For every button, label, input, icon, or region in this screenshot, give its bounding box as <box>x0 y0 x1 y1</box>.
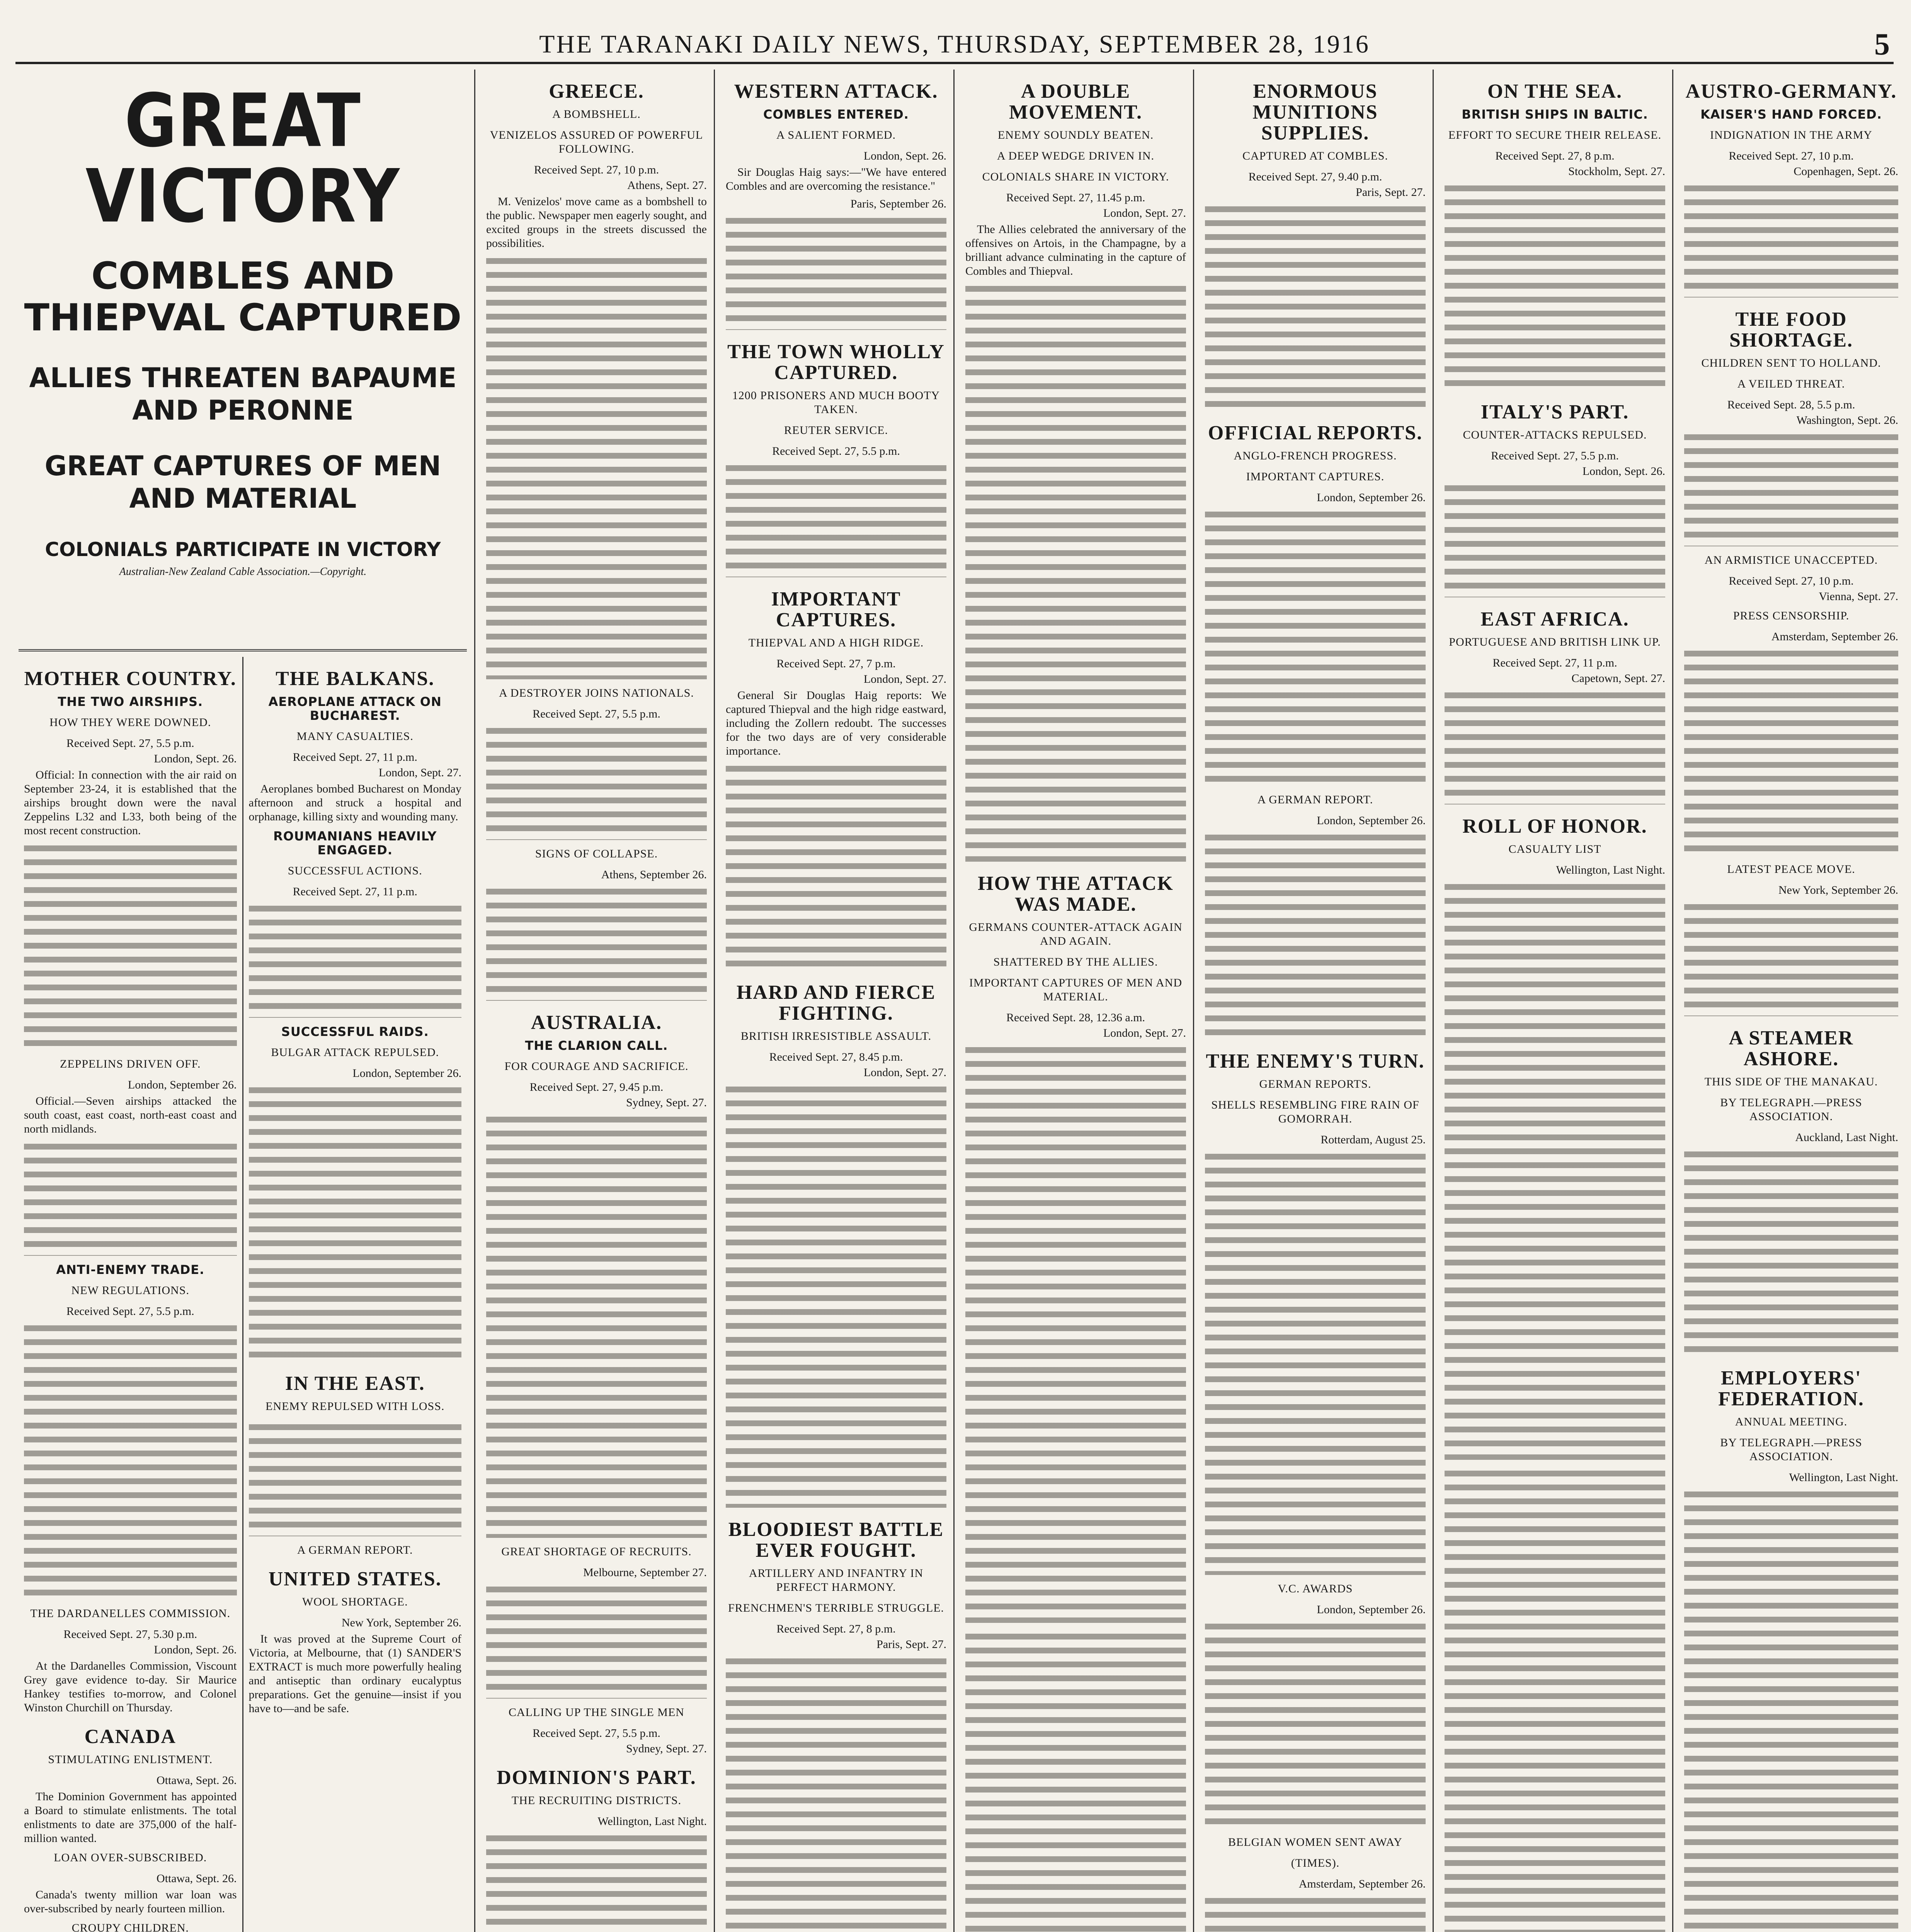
manakau-deck: THIS SIDE OF THE MANAKAU. <box>1704 1075 1878 1088</box>
placeline: London, September 26. <box>352 1067 461 1080</box>
placeline: Paris, Sept. 27. <box>876 1638 946 1651</box>
placeline: Auckland, Last Night. <box>1795 1131 1898 1144</box>
counter-attack-deck: GERMANS COUNTER-ATTACK AGAIN AND AGAIN. <box>969 921 1183 947</box>
german-report-deck: A GERMAN REPORT. <box>297 1544 413 1556</box>
article-text-block <box>1205 1620 1426 1828</box>
article-text-block <box>486 1832 707 1932</box>
article-text: Sir Douglas Haig says:—"We have entered Combles and are overcoming the resistance." <box>726 166 946 192</box>
annual-meeting-deck: ANNUAL MEETING. <box>1735 1415 1848 1428</box>
article-text: Official.—Seven airships attacked the south coast, east coast, north-east coast and north midlands. <box>24 1095 237 1135</box>
australia-head: AUSTRALIA. <box>531 1012 662 1034</box>
article-text-block <box>1205 508 1426 786</box>
placeline: London, Sept. 27. <box>378 766 461 779</box>
placeline: London, September 26. <box>1317 491 1426 504</box>
placeline: London, Sept. 26. <box>154 752 237 765</box>
irresistible-deck: BRITISH IRRESISTIBLE ASSAULT. <box>740 1030 932 1043</box>
article-text-block <box>1684 430 1898 546</box>
advertisement-text: It was proved at the Supreme Court of Victoria, at Melbourne, that (1) SANDER'S EXTRACT is much more powerfully healing and antiseptic than ordinary eucalyptus preparations. Get the genuine—insist if you have to—and be safe. <box>248 1633 461 1715</box>
greece-column <box>479 70 715 1932</box>
dateline: Received Sept. 27, 5.30 p.m. <box>63 1628 197 1641</box>
placeline: Copenhagen, Sept. 26. <box>1794 165 1898 178</box>
prisoners-deck: 1200 PRISONERS AND MUCH BOOTY TAKEN. <box>732 389 940 416</box>
placeline: Ottawa, Sept. 26. <box>157 1872 237 1885</box>
placeline: London, September 26. <box>128 1078 237 1091</box>
placeline: London, Sept. 26. <box>154 1643 237 1656</box>
placeline: Melbourne, September 27. <box>583 1566 707 1579</box>
article-text-block <box>1445 1467 1665 1932</box>
salient-deck: A SALIENT FORMED. <box>776 129 896 141</box>
dateline: Received Sept. 27, 5.5 p.m. <box>772 445 900 457</box>
placeline: Stockholm, Sept. 27. <box>1568 165 1665 178</box>
dateline: Received Sept. 27, 5.5 p.m. <box>66 737 194 750</box>
recruits-deck: GREAT SHORTAGE OF RECRUITS. <box>501 1545 692 1558</box>
german-reports-deck: GERMAN REPORTS. <box>1259 1078 1372 1090</box>
dateline: Received Sept. 27, 11 p.m. <box>293 751 417 764</box>
peace-move-deck: LATEST PEACE MOVE. <box>1727 863 1855 876</box>
anglo-french-deck: ANGLO-FRENCH PROGRESS. <box>1234 449 1397 462</box>
munitions-head: ENORMOUS MUNITIONS SUPPLIES. <box>1252 80 1378 144</box>
dateline: Received Sept. 27, 5.5 p.m. <box>533 1727 660 1740</box>
counter-attacks-deck: COUNTER-ATTACKS REPULSED. <box>1463 429 1647 441</box>
lead-credit: Australian-New Zealand Cable Association.—Copyright. <box>119 566 367 578</box>
article-text-block <box>1205 202 1426 411</box>
german-report-deck: A GERMAN REPORT. <box>1257 793 1373 806</box>
placeline: Amsterdam, September 26. <box>1298 1878 1426 1890</box>
dateline: Received Sept. 27, 8 p.m. <box>776 1622 896 1635</box>
courage-deck: FOR COURAGE AND SACRIFICE. <box>504 1060 689 1073</box>
article-text-block <box>726 762 946 971</box>
dateline: Received Sept. 27, 10 p.m. <box>534 163 659 176</box>
article-text-block <box>1684 1148 1898 1356</box>
casualty-list-deck: CASUALTY LIST <box>1508 843 1601 855</box>
article-text-block <box>1205 831 1426 1039</box>
article-text-block <box>726 1083 946 1508</box>
placeline: Vienna, Sept. 27. <box>1819 590 1898 603</box>
article-text: The Dominion Government has appointed a Board to stimulate enlistments. The total enlistments to date are 375,000 of the half-million wanted. <box>24 1790 237 1845</box>
veiled-threat-deck: A VEILED THREAT. <box>1737 378 1845 390</box>
article-text-block <box>1684 900 1898 1016</box>
indignation-deck: INDIGNATION IN THE ARMY <box>1710 129 1872 141</box>
balkans-head: THE BALKANS. <box>276 668 435 690</box>
article-text-block <box>726 461 946 577</box>
article-text-block <box>1684 647 1898 855</box>
lead-banner <box>19 78 467 579</box>
important-captures-head: IMPORTANT CAPTURES. <box>771 588 901 631</box>
colonials-deck: COLONIALS SHARE IN VICTORY. <box>982 170 1169 183</box>
article-text-block <box>1445 880 1665 1460</box>
article-text-block <box>965 1043 1186 1623</box>
clarion-deck: THE CLARION CALL. <box>525 1038 668 1053</box>
steamer-ashore-head: A STEAMER ASHORE. <box>1729 1027 1854 1070</box>
lead-subcolumns <box>19 657 467 1932</box>
article-text-block <box>1205 1150 1426 1575</box>
anti-enemy-deck: ANTI-ENEMY TRADE. <box>56 1262 205 1277</box>
in-the-east-head: IN THE EAST. <box>285 1372 425 1395</box>
lead-deck-captures: GREAT CAPTURES OF MEN AND MATERIAL <box>44 450 441 514</box>
article-text-block <box>486 724 707 840</box>
sea-column <box>1438 70 1673 1932</box>
placeline: Paris, Sept. 27. <box>1356 186 1426 199</box>
combles-entered-deck: COMBLES ENTERED. <box>763 107 909 122</box>
article-text-block <box>249 1083 462 1362</box>
reuter-deck: REUTER SERVICE. <box>784 424 888 437</box>
western-attack-head: WESTERN ATTACK. <box>734 80 938 102</box>
dateline: Received Sept. 27, 11 p.m. <box>293 885 417 898</box>
holland-deck: CHILDREN SENT TO HOLLAND. <box>1701 357 1881 369</box>
kaiser-deck: KAISER'S HAND FORCED. <box>1700 107 1882 122</box>
article-text: M. Venizelos' move came as a bombshell to the public. Newspaper men eagerly sought, and excited groups in the streets discussed the possibilities. <box>486 195 707 250</box>
dardanelles-deck: THE DARDANELLES COMMISSION. <box>30 1607 231 1620</box>
loan-deck: LOAN OVER-SUBSCRIBED. <box>54 1851 207 1864</box>
harmony-deck: ARTILLERY AND INFANTRY IN PERFECT HARMONY. <box>749 1567 924 1594</box>
downed-deck: HOW THEY WERE DOWNED. <box>49 716 211 729</box>
placeline: London, Sept. 27. <box>863 1066 946 1079</box>
article-text-block <box>486 1113 707 1538</box>
airships-deck: THE TWO AIRSHIPS. <box>58 694 203 709</box>
bucharest-deck: AEROPLANE ATTACK ON BUCHAREST. <box>268 694 442 723</box>
hard-fighting-head: HARD AND FIERCE FIGHTING. <box>736 981 936 1024</box>
raids-deck: SUCCESSFUL RAIDS. <box>281 1024 429 1039</box>
venizelos-deck: VENIZELOS ASSURED OF POWERFUL FOLLOWING. <box>490 129 703 155</box>
dateline: Received Sept. 28, 12.36 a.m. <box>1006 1011 1145 1024</box>
placeline: New York, September 26. <box>1778 884 1898 896</box>
dateline: Received Sept. 27, 7 p.m. <box>776 657 896 670</box>
baltic-deck: BRITISH SHIPS IN BALTIC. <box>1462 107 1648 122</box>
article-text-block <box>965 1630 1186 1932</box>
western-column <box>719 70 955 1932</box>
article-text-block <box>726 1655 946 1932</box>
placeline: Amsterdam, September 26. <box>1771 630 1898 643</box>
article-text: At the Dardanelles Commission, Viscount Grey gave evidence to-day. Sir Maurice Hankey testifies to-morrow, and Colonel Winston Churchill on Thursday. <box>24 1660 237 1714</box>
lead-deck: ALLIES THREATEN BAPAUME AND PERONNE <box>29 362 457 426</box>
mother-country-column <box>19 657 243 1932</box>
collapse-deck: SIGNS OF COLLAPSE. <box>535 847 658 860</box>
greece-head: GREECE. <box>549 80 644 102</box>
dateline: Received Sept. 27, 5.5 p.m. <box>533 707 660 720</box>
placeline: London, Sept. 27. <box>1103 1027 1186 1039</box>
roumanians-deck: ROUMANIANS HEAVILY ENGAGED. <box>273 829 437 857</box>
italys-part-head: ITALY'S PART. <box>1480 401 1629 423</box>
placeline: Sydney, Sept. 27. <box>626 1096 707 1109</box>
gomorrah-deck: SHELLS RESEMBLING FIRE RAIN OF GOMORRAH. <box>1211 1099 1419 1125</box>
dateline: Received Sept. 28, 5.5 p.m. <box>1727 398 1855 411</box>
town-captured-head: THE TOWN WHOLLY CAPTURED. <box>727 341 945 384</box>
article-text-block <box>486 254 707 679</box>
enemys-turn-head: THE ENEMY'S TURN. <box>1206 1050 1425 1072</box>
dateline: Received Sept. 27, 10 p.m. <box>1729 150 1854 162</box>
article-text: Official: In connection with the air raid on September 23-24, it is established that the airships brought down were the naval Zeppelins L32 and L33, both being of the most recent construction. <box>24 769 237 837</box>
beaten-deck: ENEMY SOUNDLY BEATEN. <box>997 129 1154 141</box>
balkans-column <box>243 657 467 1932</box>
article-text-block <box>1445 481 1665 597</box>
captures-deck: IMPORTANT CAPTURES. <box>1246 470 1385 483</box>
districts-deck: THE RECRUITING DISTRICTS. <box>511 1794 682 1807</box>
page-number: 5 <box>1874 27 1890 61</box>
dominion-head: DOMINION'S PART. <box>497 1767 696 1789</box>
east-africa-head: EAST AFRICA. <box>1480 608 1629 630</box>
mother-country-head: MOTHER COUNTRY. <box>24 668 237 690</box>
canada-head: CANADA <box>84 1726 176 1748</box>
dateline: Received Sept. 27, 9.45 p.m. <box>529 1081 664 1094</box>
masthead-title: THE TARANAKI DAILY NEWS, THURSDAY, SEPTEMBER 28, 1916 <box>539 30 1370 58</box>
article-text-block <box>486 1583 707 1699</box>
article-text: The Allies celebrated the anniversary of the offensives on Artois, in the Champagne, by a brilliant advance culminating in the capture of Combles and Thiepval. <box>965 223 1186 277</box>
dateline: Received Sept. 27, 11 p.m. <box>1492 656 1617 669</box>
section-rule <box>19 649 467 651</box>
wool-deck: WOOL SHORTAGE. <box>302 1595 408 1608</box>
bombshell-deck: A BOMBSHELL. <box>552 108 641 121</box>
placeline: London, Sept. 26. <box>863 150 946 162</box>
dateline: Received Sept. 27, 10 p.m. <box>1729 575 1854 587</box>
thiepval-deck: THIEPVAL AND A HIGH RIDGE. <box>748 636 924 649</box>
double-movement-column <box>958 70 1194 1932</box>
armistice-deck: AN ARMISTICE UNACCEPTED. <box>1704 554 1878 566</box>
article-text: Aeroplanes bombed Bucharest on Monday afternoon and struck a hospital and orphanage, killing sixty and wounding many. <box>248 782 461 823</box>
placeline: Sydney, Sept. 27. <box>626 1742 707 1755</box>
article-text-block <box>1445 182 1665 390</box>
placeline: Rotterdam, August 25. <box>1321 1133 1426 1146</box>
link-up-deck: PORTUGUESE AND BRITISH LINK UP. <box>1449 636 1661 648</box>
captures-deck: IMPORTANT CAPTURES OF MEN AND MATERIAL. <box>969 976 1182 1003</box>
article-text: Canada's twenty million war loan was over-subscribed by nearly fourteen million. <box>24 1888 237 1915</box>
times-deck: (TIMES). <box>1291 1857 1340 1869</box>
double-movement-head: A DOUBLE MOVEMENT. <box>1009 80 1142 123</box>
masthead <box>15 27 1894 64</box>
article-text-block <box>1205 1894 1426 1932</box>
dateline: Received Sept. 27, 5.5 p.m. <box>1491 449 1619 462</box>
austro-germany-head: AUSTRO-GERMANY. <box>1685 80 1897 102</box>
placeline: London, Sept. 27. <box>1103 207 1186 219</box>
placeline: Washington, Sept. 26. <box>1796 414 1898 427</box>
captured-combles-deck: CAPTURED AT COMBLES. <box>1242 150 1388 162</box>
article-text-block <box>486 885 707 1001</box>
dateline: Received Sept. 27, 9.40 p.m. <box>1248 170 1382 183</box>
press-association-deck: BY TELEGRAPH.—PRESS ASSOCIATION. <box>1720 1096 1862 1123</box>
placeline: London, September 26. <box>1317 814 1426 827</box>
placeline: New York, September 26. <box>342 1616 461 1629</box>
article-text-block <box>24 1140 237 1256</box>
placeline: Capetown, Sept. 27. <box>1571 672 1665 685</box>
lead-headline: GREAT VICTORY <box>85 78 400 239</box>
actions-deck: SUCCESSFUL ACTIONS. <box>288 864 422 877</box>
destroyer-deck: A DESTROYER JOINS NATIONALS. <box>499 687 694 699</box>
regulations-deck: NEW REGULATIONS. <box>71 1284 189 1297</box>
placeline: Wellington, Last Night. <box>1556 864 1665 876</box>
article-text-block <box>249 1420 462 1536</box>
article-text: General Sir Douglas Haig reports: We captured Thiepval and the high ridge eastward, including the Zollern redoubt. The successes for the two days are of very considerable importance. <box>726 689 946 757</box>
employers-federation-head: EMPLOYERS' FEDERATION. <box>1718 1367 1864 1410</box>
placeline: London, September 26. <box>1317 1603 1426 1616</box>
enemy-repulsed-deck: ENEMY REPULSED WITH LOSS. <box>265 1400 445 1413</box>
on-the-sea-head: ON THE SEA. <box>1487 80 1623 102</box>
placeline: Paris, September 26. <box>850 197 946 210</box>
munitions-column <box>1198 70 1434 1932</box>
article-text-block <box>965 282 1186 862</box>
placeline: Athens, Sept. 27. <box>627 179 707 192</box>
censorship-deck: PRESS CENSORSHIP. <box>1733 609 1850 622</box>
press-association-deck: BY TELEGRAPH.—PRESS ASSOCIATION. <box>1720 1436 1862 1463</box>
roll-of-honor-head: ROLL OF HONOR. <box>1462 815 1647 837</box>
release-deck: EFFORT TO SECURE THEIR RELEASE. <box>1448 129 1662 141</box>
dateline: Received Sept. 27, 8 p.m. <box>1495 150 1615 162</box>
austro-germany-column <box>1677 70 1905 1932</box>
lead-subheadline: COMBLES AND THIEPVAL CAPTURED <box>24 254 462 339</box>
article-text-block <box>726 214 946 330</box>
dateline: Received Sept. 27, 5.5 p.m. <box>66 1305 194 1318</box>
croupy-deck: CROUPY CHILDREN. <box>71 1922 189 1932</box>
article-text-block <box>249 902 462 1018</box>
article-text-block <box>1684 1488 1898 1932</box>
united-states-head: UNITED STATES. <box>268 1568 442 1590</box>
article-text-block <box>1684 182 1898 298</box>
food-shortage-head: THE FOOD SHORTAGE. <box>1729 308 1853 351</box>
zeppelins-deck: ZEPPELINS DRIVEN OFF. <box>60 1058 201 1070</box>
placeline: London, Sept. 27. <box>863 673 946 685</box>
casualties-deck: MANY CASUALTIES. <box>296 730 414 743</box>
placeline: London, Sept. 26. <box>1582 465 1665 478</box>
dateline: Received Sept. 27, 11.45 p.m. <box>1006 191 1145 204</box>
belgian-women-deck: BELGIAN WOMEN SENT AWAY <box>1228 1836 1402 1849</box>
placeline: Ottawa, Sept. 26. <box>157 1774 237 1787</box>
wedge-deck: A DEEP WEDGE DRIVEN IN. <box>997 150 1155 162</box>
single-men-deck: CALLING UP THE SINGLE MEN <box>509 1706 684 1719</box>
placeline: Athens, September 26. <box>601 868 707 881</box>
official-reports-head: OFFICIAL REPORTS. <box>1208 422 1423 444</box>
article-text-block <box>1445 689 1665 804</box>
bulgar-deck: BULGAR ATTACK REPULSED. <box>271 1046 439 1059</box>
shattered-deck: SHATTERED BY THE ALLIES. <box>993 956 1158 968</box>
enlistment-deck: STIMULATING ENLISTMENT. <box>48 1753 213 1766</box>
dateline: Received Sept. 27, 8.45 p.m. <box>769 1051 903 1063</box>
vc-awards-deck: V.C. AWARDS <box>1278 1582 1353 1595</box>
article-text-block <box>24 1321 237 1600</box>
bloodiest-battle-head: BLOODIEST BATTLE EVER FOUGHT. <box>728 1519 944 1561</box>
lead-deck-colonials: COLONIALS PARTICIPATE IN VICTORY <box>45 538 441 561</box>
article-text-block <box>24 842 237 1050</box>
placeline: Wellington, Last Night. <box>1789 1471 1898 1484</box>
struggle-deck: FRENCHMEN'S TERRIBLE STRUGGLE. <box>728 1602 944 1614</box>
attack-made-head: HOW THE ATTACK WAS MADE. <box>978 872 1174 915</box>
placeline: Wellington, Last Night. <box>597 1815 707 1828</box>
